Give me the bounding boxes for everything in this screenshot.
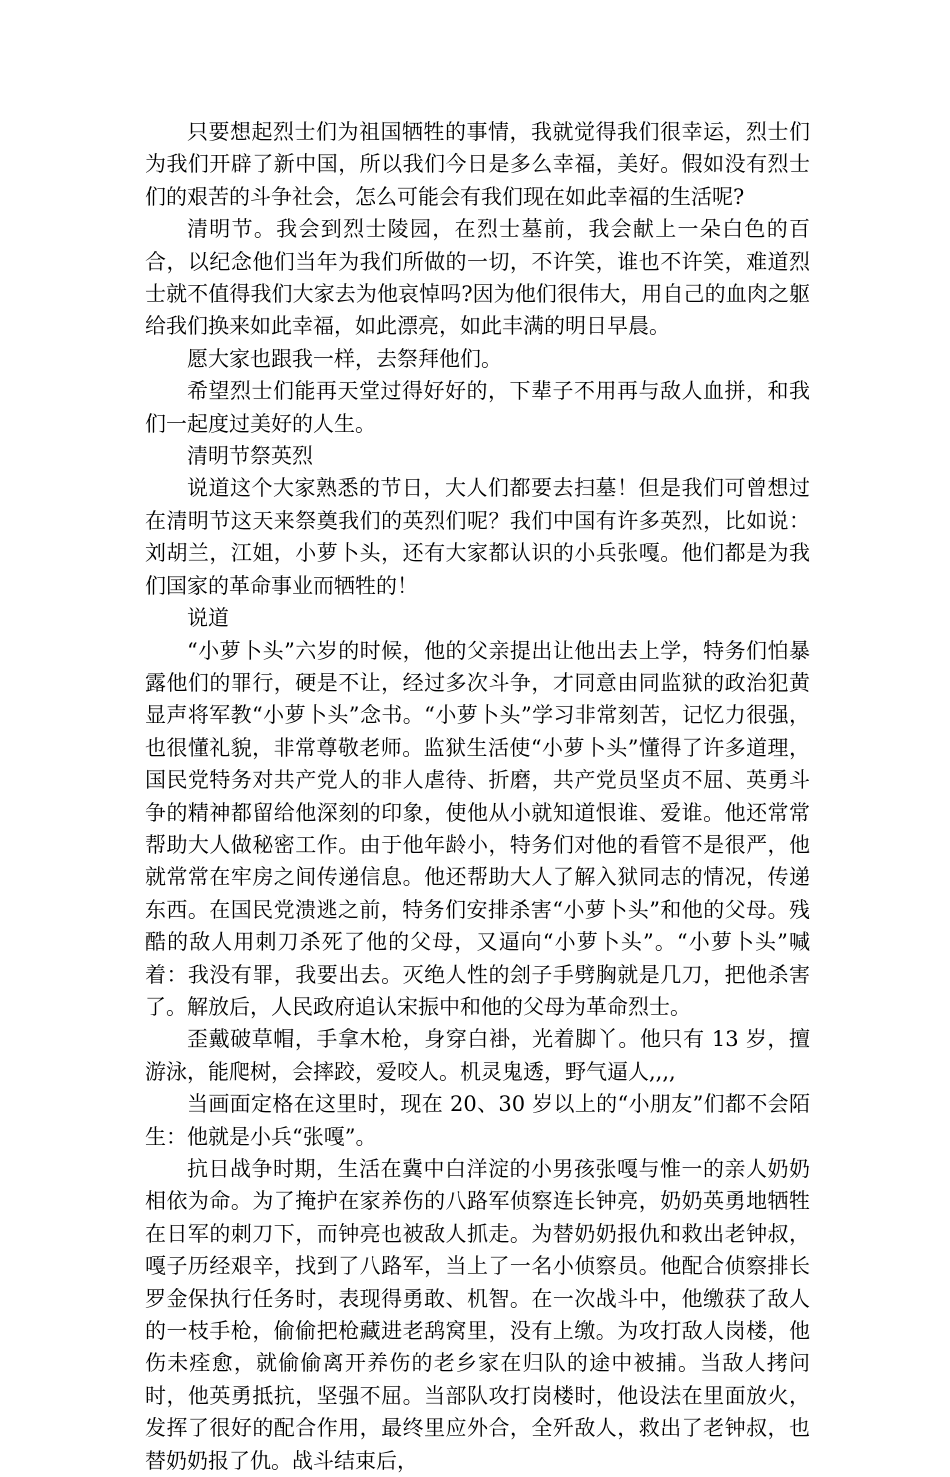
paragraph-zhang-ga-description: 歪戴破草帽，手拿木枪，身穿白褂，光着脚丫。他只有 13 岁，擅游泳，能爬树，会摔跤，爱咬人。机灵鬼透，野气逼人,,,, bbox=[145, 1027, 810, 1084]
section-heading: 清明节祭英烈 bbox=[187, 444, 313, 469]
paragraph-zhang-ga-story: 抗日战争时期，生活在冀中白洋淀的小男孩张嘎与惟一的亲人奶奶相依为命。为了掩护在家养伤的八路军侦察连长钟亮，奶奶英勇地牺牲在日军的刺刀下，而钟亮也被敌人抓走。为替奶奶报仇和救出老钟叔，嘎子历经艰辛，找到了八路军，当上了一名小侦察员。他配合侦察排长罗金保执行任务时，表现得勇敢、机智。在一次战斗中，他缴获了敌人的一枝手枪，偷偷把枪藏进老鸹窝里，没有上缴。为攻打敌人岗楼，他伤未痊愈，就偷偷离开养伤的老乡家在归队的途中被捕。当敌人拷问时，他英勇抵抗，坚强不屈。当部队攻打岗楼时，他设法在里面放火，发挥了很好的配合作用，最终里应外合，全歼敌人，救出了老钟叔，也替奶奶报了仇。战斗结束后， bbox=[145, 1157, 810, 1473]
paragraph-wish-all: 愿大家也跟我一样，去祭拜他们。 bbox=[187, 346, 502, 371]
paragraph-festival-intro: 说道这个大家熟悉的节日，大人们都要去扫墓！但是我们可曾想过在清明节这天来祭奠我们的英烈们呢？我们中国有许多英烈，比如说：刘胡兰，江姐，小萝卜头，还有大家都认识的小兵张嘎。他们都是为我们国家的革命事业而牺牲的！ bbox=[145, 476, 810, 598]
paragraph-shuodao: 说道 bbox=[187, 606, 229, 631]
paragraph-little-radish: “小萝卜头”六岁的时候，他的父亲提出让他出去上学，特务们怕暴露他们的罪行，硬是不让，经过多次斗争，才同意由同监狱的政治犯黄显声将军教“小萝卜头”念书。“小萝卜头”学习非常刻苦，记忆力很强，也很懂礼貌，非常尊敬老师。监狱生活使“小萝卜头”懂得了许多道理，国民党特务对共产党人的非人虐待、折磨，共产党员坚贞不屈、英勇斗争的精神都留给他深刻的印象，使他从小就知道恨谁、爱谁。他还常常帮助大人做秘密工作。由于他年龄小，特务们对他的看管不是很严，他就常常在牢房之间传递信息。他还帮助大人了解入狱同志的情况，传递东西。在国民党溃逃之前，特务们安排杀害“小萝卜头”和他的父母。残酷的敌人用刺刀杀死了他的父母，又逼向“小萝卜头”。“小萝卜头”喊着：我没有罪，我要出去。灭绝人性的刽子手劈胸就是几刀，把他杀害了。解放后，人民政府追认宋振中和他的父母为革命烈士。 bbox=[145, 638, 810, 1019]
paragraph-martyrs-gratitude: 只要想起烈士们为祖国牺牲的事情，我就觉得我们很幸运，烈士们为我们开辟了新中国，所以我们今日是多么幸福，美好。假如没有烈士们的艰苦的斗争社会，怎么可能会有我们现在如此幸福的生活呢? bbox=[145, 120, 810, 209]
paragraph-hope-heaven: 希望烈士们能再天堂过得好好的，下辈子不用再与敌人血拼，和我们一起度过美好的人生。 bbox=[145, 379, 810, 436]
paragraph-qingming-visit: 清明节。我会到烈士陵园，在烈士墓前，我会献上一朵白色的百合，以纪念他们当年为我们所做的一切，不许笑，谁也不许笑，难道烈士就不值得我们大家去为他哀悼吗?因为他们很伟大，用自己的血肉之躯给我们换来如此幸福，如此漂亮，如此丰满的明日早晨。 bbox=[145, 217, 810, 339]
paragraph-zhang-ga-intro: 当画面定格在这里时，现在 20、30 岁以上的“小朋友”们都不会陌生：他就是小兵“张嘎”。 bbox=[145, 1092, 810, 1149]
document-body bbox=[145, 116, 810, 1477]
